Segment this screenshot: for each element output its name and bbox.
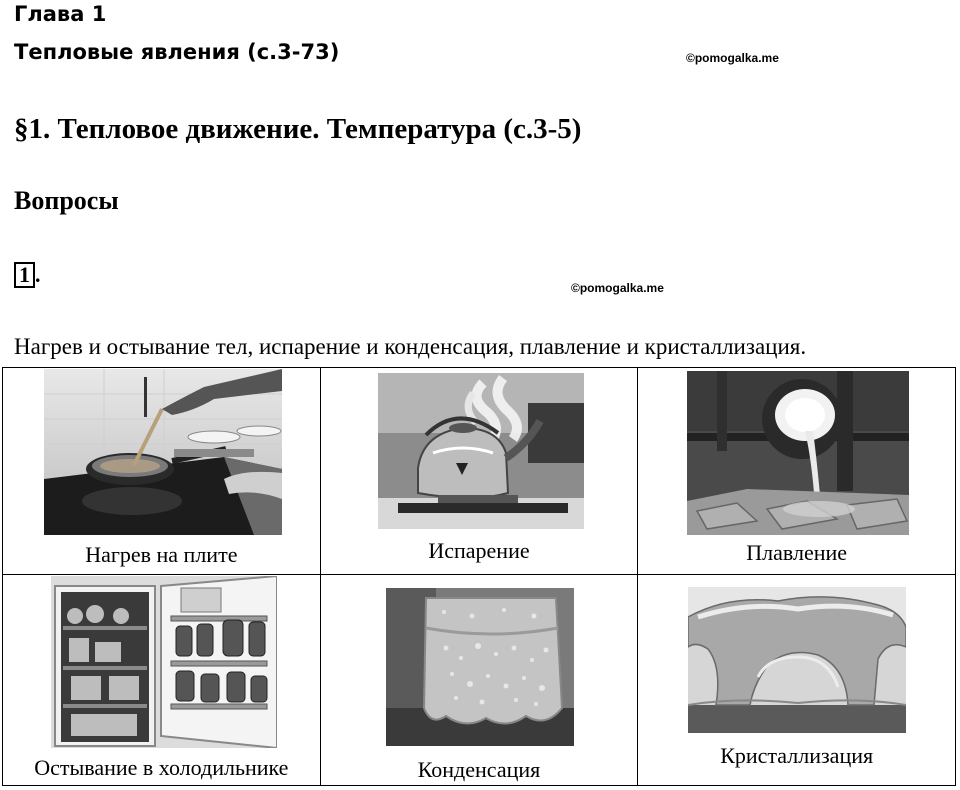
steaming-kettle-icon xyxy=(378,373,584,529)
molten-metal-pour-icon xyxy=(687,371,909,535)
iceberg-arch-icon xyxy=(688,587,906,733)
caption: Плавление xyxy=(746,540,848,565)
watermark: ©pomogalka.me xyxy=(571,281,664,295)
caption: Нагрев на плите xyxy=(85,542,238,567)
subheading: Вопросы xyxy=(14,186,119,215)
grid-cell-evaporation xyxy=(320,368,638,575)
question-number-box: 1 xyxy=(14,262,35,288)
section-title: §1. Тепловое движение. Температура (с.3-5) xyxy=(14,113,582,145)
caption: Кристаллизация xyxy=(720,743,874,768)
caption: Остывание в холодильнике xyxy=(34,755,289,780)
watermark: ©pomogalka.me xyxy=(686,51,779,65)
illustration-grid xyxy=(2,367,956,786)
question-number xyxy=(14,262,41,288)
grid-cell-crystallization xyxy=(638,575,956,786)
caption: Конденсация xyxy=(417,757,541,782)
grid-cell-condensation xyxy=(320,575,638,786)
chapter-heading: Глава 1 xyxy=(14,2,107,26)
chapter-title: Тепловые явления (с.3-73) xyxy=(14,40,340,64)
grid-cell-heating xyxy=(3,368,321,575)
frying-pan-on-stove-icon xyxy=(44,369,282,535)
open-refrigerator-icon xyxy=(51,576,277,748)
caption: Испарение xyxy=(428,538,530,563)
grid-cell-cooling xyxy=(3,575,321,786)
condensation-bottle-icon xyxy=(386,588,574,746)
answer-text: Нагрев и остывание тел, испарение и конденсация, плавление и кристаллизация. xyxy=(14,334,807,359)
question-number-suffix: . xyxy=(35,262,41,287)
grid-cell-melting xyxy=(638,368,956,575)
